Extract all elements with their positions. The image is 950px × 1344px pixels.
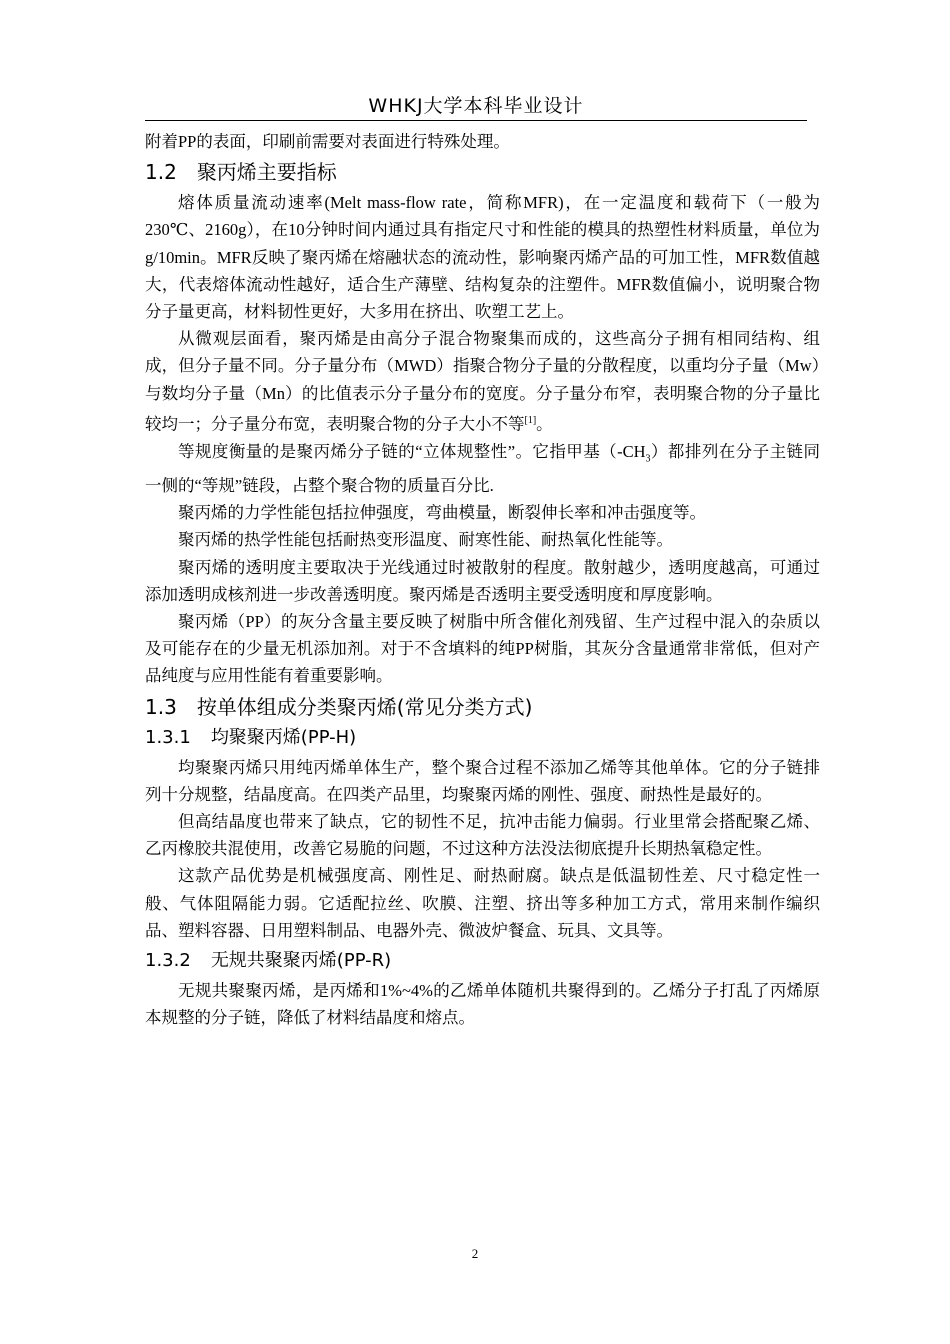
paragraph-continued: 附着PP的表面，印刷前需要对表面进行特殊处理。 <box>145 132 510 151</box>
paragraph-text: 从微观层面看，聚丙烯是由高分子混合物聚集而成的，这些高分子拥有相同结构、组成，但分子量不同。分子量分布（MWD）指聚合物分子量的分散程度，以重均分子量（Mw）与数均分子量（Mn）的比值表示分子量分布的宽度。分子量分布窄，表明聚合物的分子量比较均一；分子量分布宽，表明聚合物的分子大小不等 <box>145 329 820 434</box>
paragraph-isotacticity <box>145 438 820 500</box>
paragraph-mfr: 熔体质量流动速率(Melt mass-flow rate，简称MFR)，在一定温度和载荷下（一般为230℃、2160g），在10分钟时间内通过具有指定尺寸和性能的模具的热塑性材料质量，单位为g/10min。MFR反映了聚丙烯在熔融状态的流动性，影响聚丙烯产品的可加工性，MFR数值越大，代表熔体流动性越好，适合生产薄壁、结构复杂的注塑件。MFR数值偏小，说明聚合物分子量更高，材料韧性更好，大多用在挤出、吹塑工艺上。 <box>145 193 820 322</box>
subsection-heading-1-3-2 <box>145 947 820 974</box>
page-body <box>145 128 820 1031</box>
paragraph-ppr-intro: 无规共聚聚丙烯，是丙烯和1%~4%的乙烯单体随机共聚得到的。乙烯分子打乱了丙烯原本规整的分子链，降低了材料结晶度和熔点。 <box>145 981 820 1028</box>
paragraph-transparency: 聚丙烯的透明度主要取决于光线通过时被散射的程度。散射越少，透明度越高，可通过添加透明成核剂进一步改善透明度。聚丙烯是否透明主要受透明度和厚度影响。 <box>145 557 820 604</box>
section-title: 按单体组成分类聚丙烯(常见分类方式) <box>196 694 533 719</box>
paragraph-text: 等规度衡量的是聚丙烯分子链的“立体规整性”。它指甲基（-CH <box>178 441 646 461</box>
page-header: WHKJ大学本科毕业设计 <box>145 92 807 121</box>
subsection-heading-1-3-1 <box>145 724 820 751</box>
paragraph-pph-drawback: 但高结晶度也带来了缺点，它的韧性不足，抗冲击能力偏弱。行业里常会搭配聚乙烯、乙丙橡胶共混使用，改善它易脆的问题，不过这种方法没法彻底提升长期热氧稳定性。 <box>145 812 820 859</box>
page-number: 2 <box>471 1246 479 1261</box>
paragraph-pph-uses: 这款产品优势是机械强度高、刚性足、耐热耐腐。缺点是低温韧性差、尺寸稳定性一般、气体阻隔能力弱。它适配拉丝、吹膜、注塑、挤出等多种加工方式，常用来制作编织品、塑料容器、日用塑料制品、电器外壳、微波炉餐盒、玩具、文具等。 <box>145 866 820 940</box>
paragraph-text-cont: ）都排列在分子主链同一侧的“等规”链段，占整个聚合物的质量百分比. <box>145 441 820 496</box>
subsection-number: 1.3.1 <box>145 726 191 748</box>
paragraph-thermal: 聚丙烯的热学性能包括耐热变形温度、耐寒性能、耐热氧化性能等。 <box>178 530 673 550</box>
subsection-number: 1.3.2 <box>145 950 191 972</box>
paragraph-mwd <box>145 325 820 437</box>
section-number: 1.2 <box>145 160 177 185</box>
section-heading-1-3 <box>145 693 820 721</box>
paragraph-pph-intro: 均聚聚丙烯只用纯丙烯单体生产，整个聚合过程不添加乙烯等其他单体。它的分子链排列十分规整，结晶度高。在四类产品里，均聚聚丙烯的刚性、强度、耐热性是最好的。 <box>145 757 820 804</box>
section-title: 聚丙烯主要指标 <box>196 160 337 185</box>
section-number: 1.3 <box>145 694 177 719</box>
subsection-title: 均聚聚丙烯(PP-H) <box>210 726 357 748</box>
paragraph-mechanical: 聚丙烯的力学性能包括拉伸强度，弯曲模量，断裂伸长率和冲击强度等。 <box>178 503 706 523</box>
subsection-title: 无规共聚聚丙烯(PP-R) <box>210 950 392 972</box>
subscript: 3 <box>645 452 651 464</box>
paragraph-end: 。 <box>536 414 553 434</box>
citation-ref: [1] <box>524 414 537 426</box>
paragraph-ash: 聚丙烯（PP）的灰分含量主要反映了树脂中所含催化剂残留、生产过程中混入的杂质以及可能存在的少量无机添加剂。对于不含填料的纯PP树脂，其灰分含量通常非常低，但对产品纯度与应用性能有着重要影响。 <box>145 612 820 686</box>
section-heading-1-2 <box>145 158 820 186</box>
